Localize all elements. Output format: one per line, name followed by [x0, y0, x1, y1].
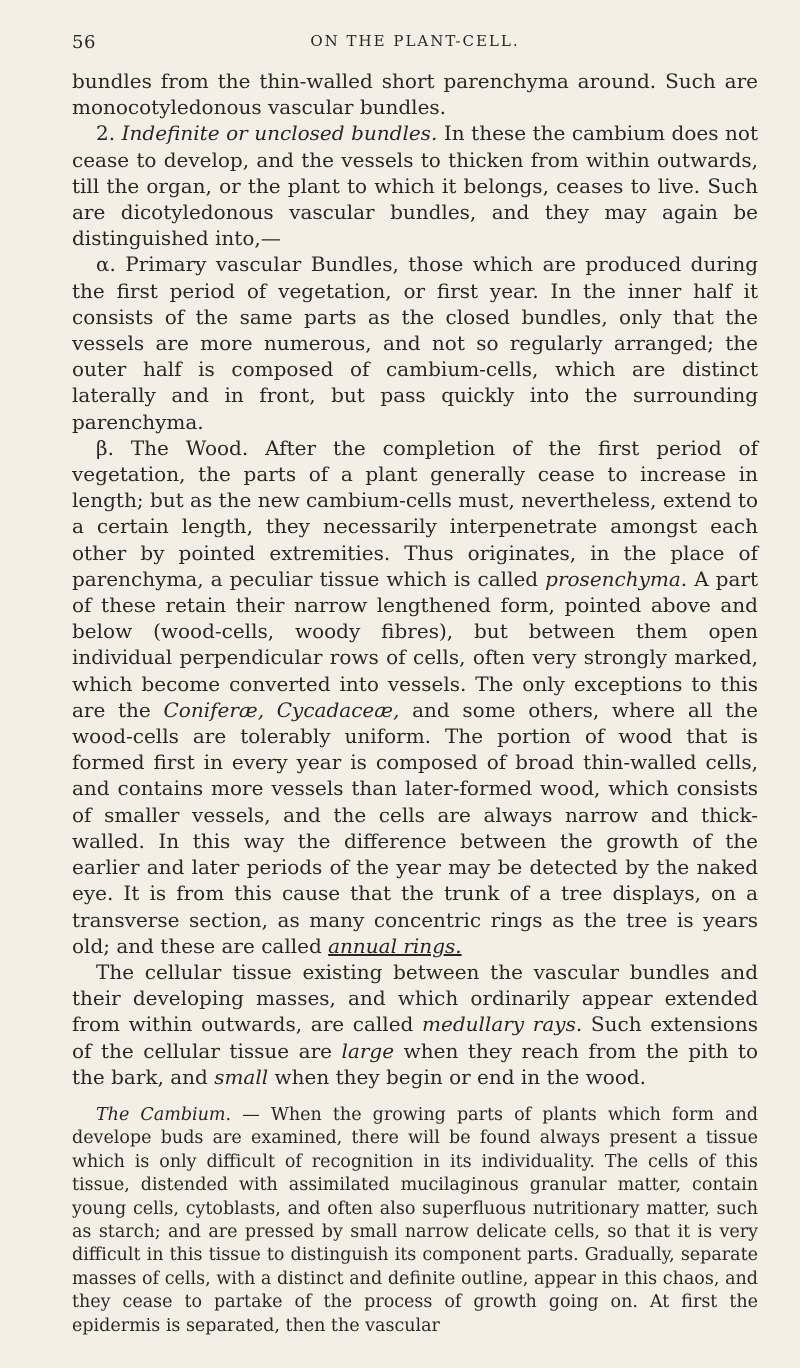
paragraph	[72, 1104, 758, 1338]
paragraph	[72, 120, 758, 251]
text-run: The cellular tissue existing between the vascular bundles and their developing masses, and which ordinarily appear extended from within outwards, are called	[72, 959, 758, 1037]
term-italic: annual rings.	[328, 933, 462, 958]
text-run: when they reach from the pith to the bark, and	[72, 1038, 758, 1089]
paragraph	[72, 68, 758, 120]
paragraph	[72, 959, 758, 1090]
term-italic: Indefinite or unclosed bundles.	[121, 121, 438, 146]
paragraph	[72, 251, 758, 434]
term-italic: medullary rays.	[422, 1012, 583, 1037]
term-italic: Coniferæ, Cycadaceæ,	[163, 697, 400, 722]
text-run: — When the growing parts of plants which form and develope buds are examined, there will be found always present a tissue which is only difficult of recognition in its individuality. The cells of this tissue, distended with assimilated mucilaginous granular matter, contain young cells, cytoblasts, and often also superfluous nutritionary matter, such as starch; and are pressed by small narrow delicate cells, so that it is very difficult in this tissue to distinguish its component parts. Gradually, separate masses of cells, with a distinct and definite outline, appear in this chaos, and they cease to partake of the process of growth going on. At first the epidermis is separated, then the vascular	[72, 1104, 758, 1336]
text-run: when they begin or end in the wood.	[268, 1064, 647, 1089]
text-run: In these the cambium does not cease to develop, and the vessels to thicken from within outwards, till the organ, or the plant to which it belongs, ceases to live. Such are dicotyledonous vascular bundles, and they may again be distinguished into,—	[72, 121, 758, 251]
running-title: ON THE PLANT-CELL.	[310, 32, 520, 50]
body-text-small	[72, 1104, 758, 1338]
body-text	[72, 68, 758, 1090]
paragraph	[72, 435, 758, 959]
term-italic: The Cambium.	[96, 1104, 232, 1125]
text-run: A part of these retain their narrow lengthened form, pointed above and below (wood-cells, woody fibres), but between them open individual perpendicular rows of cells, often very strongly marked, which become converted into vessels. The only exceptions to this are the	[72, 566, 759, 722]
term-italic: small	[214, 1064, 269, 1089]
term-italic: prosenchyma.	[545, 566, 688, 591]
text-run: β. The Wood. After the completion of the first period of vegetation, the parts of a plant generally cease to increase in length; but as the new cambium-cells must, nevertheless, extend to a certain length, they necessarily interpenetrate amongst each other by pointed extremities. Thus originates, in the place of parenchyma, a peculiar tissue which is called	[72, 435, 758, 591]
page-number: 56	[72, 32, 96, 53]
page-header	[72, 20, 758, 53]
text-run: and some others, where all the wood-cells are tolerably uniform. The portion of wood that is formed first in every year is composed of broad thin-walled cells, and contains more vessels than later-formed wood, which consists of smaller vessels, and the cells are always narrow and thick-walled. In this way the difference between the growth of the earlier and later periods of the year may be detected by the naked eye. It is from this cause that the trunk of a tree displays, on a transverse section, as many concentric rings as the tree is years old; and these are called	[72, 697, 758, 958]
list-label: 2.	[96, 121, 116, 146]
text-run: Such extensions of the cellular tissue are	[72, 1012, 758, 1063]
text-run: bundles from the thin-walled short parenchyma around. Such are monocotyledonous vascular bundles.	[72, 69, 758, 120]
text-run: α. Primary vascular Bundles, those which are produced during the first period of vegetation, or first year. In the inner half it consists of the same parts as the closed bundles, only that the vessels are more numerous, and not so regularly arranged; the outer half is composed of cambium-cells, which are distinct laterally and in front, but pass quickly into the surrounding parenchyma.	[72, 252, 758, 434]
term-italic: large	[341, 1038, 395, 1063]
